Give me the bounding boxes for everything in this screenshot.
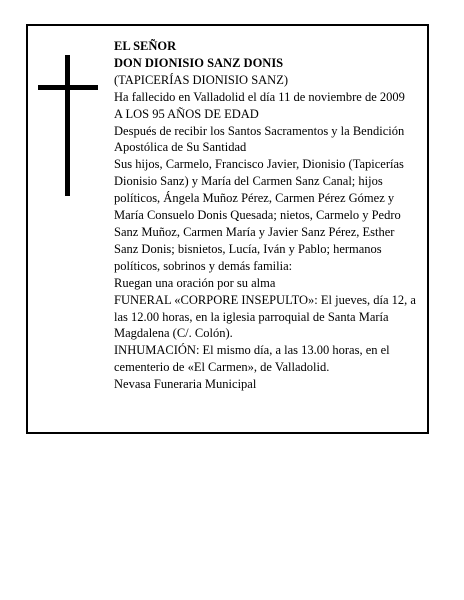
cross-icon	[65, 55, 70, 196]
sacraments-statement: Después de recibir los Santos Sacramentos y la Bendición Apostólica de Su Santidad	[114, 123, 405, 155]
deceased-name: DON DIONISIO SANZ DONIS	[114, 55, 284, 70]
family-list: Sus hijos, Carmelo, Francisco Javier, Dionisio (Tapicerías Dionisio Sanz) y María del Carmen Sanz Canal; hijos políticos, Ángela Muñoz Pérez, Carmen Pérez Gómez y María Consuelo Donis Quesada; nietos, Carmelo y Pedro Sanz Muñoz, Carmen María y Javier Sanz Pérez, Esther Sanz Donis; bisnietos, Lucía, Iván y Pablo; hermanos políticos, sobrinos y demás familia:	[114, 157, 404, 273]
cross-icon-crossbar	[38, 85, 98, 90]
funeral-details: FUNERAL «CORPORE INSEPULTO»: El jueves, día 12, a las 12.00 horas, en la iglesia parroquial de Santa María Magdalena (C/. Colón).	[114, 292, 416, 341]
obituary-text	[114, 38, 420, 393]
notice-title: EL SEÑOR	[114, 39, 177, 53]
prayer-request: Ruegan una oración por su alma	[114, 275, 276, 290]
death-statement: Ha fallecido en Valladolid el día 11 de noviembre de 2009	[114, 89, 405, 104]
burial-details: INHUMACIÓN: El mismo día, a las 13.00 horas, en el cementerio de «El Carmen», de Valladolid.	[114, 343, 390, 375]
funeral-home: Nevasa Funeraria Municipal	[114, 377, 257, 392]
business-name: (TAPICERÍAS DIONISIO SANZ)	[114, 72, 288, 87]
age-statement: A LOS 95 AÑOS DE EDAD	[114, 106, 259, 121]
